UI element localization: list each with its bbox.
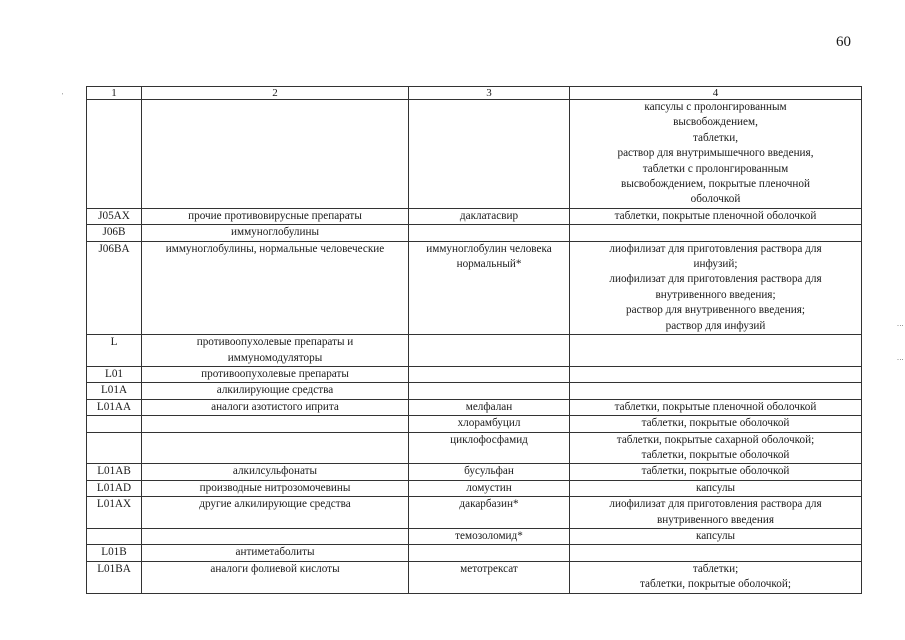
cell-drug xyxy=(409,225,570,241)
cell-forms xyxy=(570,366,862,382)
cell-forms-line: капсулы с пролонгированным xyxy=(644,101,787,113)
cell-drug xyxy=(409,432,570,464)
cell-code: L01BA xyxy=(87,561,142,593)
table-row xyxy=(87,366,862,382)
cell-group-line: иммуноглобулины, нормальные человеческие xyxy=(165,242,385,255)
cell-code: L01A xyxy=(87,383,142,399)
table-row xyxy=(87,432,862,464)
cell-drug xyxy=(409,335,570,367)
cell-group xyxy=(142,561,409,593)
cell-drug xyxy=(409,366,570,382)
cell-code: J06BA xyxy=(87,241,142,334)
cell-drug-line: темозоломид* xyxy=(455,529,523,542)
table-row xyxy=(87,335,862,367)
cell-group xyxy=(142,383,409,399)
table-row xyxy=(87,545,862,561)
cell-drug xyxy=(409,480,570,496)
cell-forms-line: внутривенного введения; xyxy=(655,288,776,301)
cell-group-line: алкилсульфонаты xyxy=(232,465,318,478)
column-header-drug: 3 xyxy=(409,87,570,100)
table-row xyxy=(87,464,862,480)
cell-group xyxy=(142,497,409,529)
cell-drug xyxy=(409,416,570,432)
table-row xyxy=(87,416,862,432)
cell-group xyxy=(142,432,409,464)
cell-forms-line: таблетки, xyxy=(692,131,739,144)
cell-drug-line: иммуноглобулин человека xyxy=(426,242,552,255)
drug-table xyxy=(86,86,862,594)
cell-forms xyxy=(570,528,862,544)
cell-forms-line: внутривенного введения xyxy=(656,513,774,526)
cell-drug-line: мелфалан xyxy=(465,400,513,413)
cell-forms xyxy=(570,100,862,209)
table-row xyxy=(87,561,862,593)
cell-group-line: производные нитрозомочевины xyxy=(199,481,351,494)
cell-code: L01B xyxy=(87,545,142,561)
cell-group xyxy=(142,399,409,415)
column-header-code: 1 xyxy=(87,87,142,100)
cell-forms xyxy=(570,335,862,367)
cell-group-line: аналоги азотистого иприта xyxy=(211,400,339,413)
cell-group xyxy=(142,208,409,224)
cell-forms xyxy=(570,497,862,529)
scan-speck: ⋮ xyxy=(896,322,904,329)
cell-forms-line: таблетки, покрытые оболочкой xyxy=(641,465,790,478)
cell-group xyxy=(142,416,409,432)
table-row xyxy=(87,241,862,334)
cell-forms-line: таблетки, покрытые оболочкой xyxy=(641,417,790,430)
cell-code xyxy=(87,100,142,209)
cell-drug xyxy=(409,383,570,399)
cell-forms xyxy=(570,480,862,496)
cell-group xyxy=(142,545,409,561)
cell-forms xyxy=(570,241,862,334)
cell-forms xyxy=(570,561,862,593)
cell-forms xyxy=(570,432,862,464)
cell-forms-line: таблетки, покрытые пленочной оболочкой xyxy=(614,400,817,413)
cell-code: L01 xyxy=(87,366,142,382)
table-row xyxy=(87,528,862,544)
cell-code: L01AB xyxy=(87,464,142,480)
cell-group-line: противоопухолевые препараты и xyxy=(196,336,354,349)
cell-forms-line: таблетки, покрытые сахарной оболочкой; xyxy=(616,433,815,446)
cell-forms xyxy=(570,399,862,415)
cell-forms-line: оболочкой xyxy=(690,193,741,206)
table-row xyxy=(87,208,862,224)
cell-drug-line: даклатасвир xyxy=(459,209,519,222)
cell-forms-line: раствор для внутримышечного введения, xyxy=(617,147,814,160)
table-row xyxy=(87,100,862,209)
cell-forms-line: таблетки с пролонгированным xyxy=(642,162,789,175)
cell-drug xyxy=(409,528,570,544)
drug-table-body xyxy=(87,87,862,594)
cell-drug xyxy=(409,561,570,593)
cell-drug-line: метотрексат xyxy=(460,562,518,575)
cell-forms-line: таблетки; xyxy=(692,562,739,575)
cell-group-line: другие алкилирующие средства xyxy=(199,498,351,511)
page-number: 60 xyxy=(836,34,851,50)
cell-forms xyxy=(570,208,862,224)
cell-code: L01AD xyxy=(87,480,142,496)
cell-group-line: прочие противовирусные препараты xyxy=(188,209,362,222)
scan-speck: ' xyxy=(62,92,64,100)
table-row xyxy=(87,225,862,241)
cell-code xyxy=(87,528,142,544)
cell-forms-line: высвобождением, покрытые пленочной xyxy=(621,178,810,191)
table-header-row xyxy=(87,87,862,100)
cell-code: J05AX xyxy=(87,208,142,224)
cell-forms-line: лиофилизат для приготовления раствора для xyxy=(609,273,822,286)
cell-drug xyxy=(409,497,570,529)
cell-group xyxy=(142,100,409,209)
cell-group xyxy=(142,480,409,496)
cell-forms xyxy=(570,545,862,561)
cell-drug-line: циклофосфамид xyxy=(450,433,528,446)
cell-forms-line: высвобождением, xyxy=(673,116,758,129)
cell-forms xyxy=(570,225,862,241)
cell-group-line: иммуномодуляторы xyxy=(227,351,323,364)
scan-speck: ⋮ xyxy=(896,356,904,363)
cell-drug xyxy=(409,100,570,209)
cell-drug-line: ломустин xyxy=(466,481,512,494)
cell-group xyxy=(142,464,409,480)
cell-forms-line: таблетки, покрытые пленочной оболочкой xyxy=(614,209,817,222)
cell-forms-line: раствор для инфузий xyxy=(665,319,766,332)
cell-forms-line: раствор для внутривенного введения; xyxy=(626,304,805,317)
column-header-group: 2 xyxy=(142,87,409,100)
cell-group-line: иммуноглобулины xyxy=(231,226,319,239)
cell-code xyxy=(87,416,142,432)
cell-code: L01AA xyxy=(87,399,142,415)
cell-forms xyxy=(570,416,862,432)
cell-code: L xyxy=(87,335,142,367)
cell-group-line: алкилирующие средства xyxy=(216,384,334,397)
cell-forms xyxy=(570,464,862,480)
cell-forms xyxy=(570,383,862,399)
table-row xyxy=(87,399,862,415)
table-row xyxy=(87,497,862,529)
cell-code xyxy=(87,432,142,464)
cell-group xyxy=(142,225,409,241)
cell-drug xyxy=(409,545,570,561)
cell-forms-line: таблетки, покрытые оболочкой xyxy=(641,448,790,461)
cell-forms-line: лиофилизат для приготовления раствора для xyxy=(609,498,822,511)
table-row xyxy=(87,383,862,399)
cell-group-line: противоопухолевые препараты xyxy=(201,367,349,380)
cell-group xyxy=(142,335,409,367)
cell-group-line: антиметаболиты xyxy=(235,546,315,559)
cell-drug-line: бусульфан xyxy=(464,465,514,478)
cell-drug-line: дакарбазин* xyxy=(459,498,519,511)
cell-group xyxy=(142,528,409,544)
table-row xyxy=(87,480,862,496)
cell-code: L01AX xyxy=(87,497,142,529)
cell-forms-line: таблетки, покрытые оболочкой; xyxy=(640,578,791,591)
cell-drug xyxy=(409,399,570,415)
cell-group-line: аналоги фолиевой кислоты xyxy=(210,562,340,575)
cell-drug-line: хлорамбуцил xyxy=(457,417,521,430)
column-header-forms: 4 xyxy=(570,87,862,100)
cell-drug xyxy=(409,464,570,480)
cell-drug-line: нормальный* xyxy=(456,258,522,271)
cell-forms-line: лиофилизат для приготовления раствора для xyxy=(609,242,822,255)
cell-code: J06B xyxy=(87,225,142,241)
cell-drug xyxy=(409,208,570,224)
cell-forms-line: капсулы xyxy=(695,481,736,494)
cell-forms-line: капсулы xyxy=(695,529,736,542)
cell-group xyxy=(142,241,409,334)
cell-forms-line: инфузий; xyxy=(693,258,738,271)
cell-group xyxy=(142,366,409,382)
cell-drug xyxy=(409,241,570,334)
